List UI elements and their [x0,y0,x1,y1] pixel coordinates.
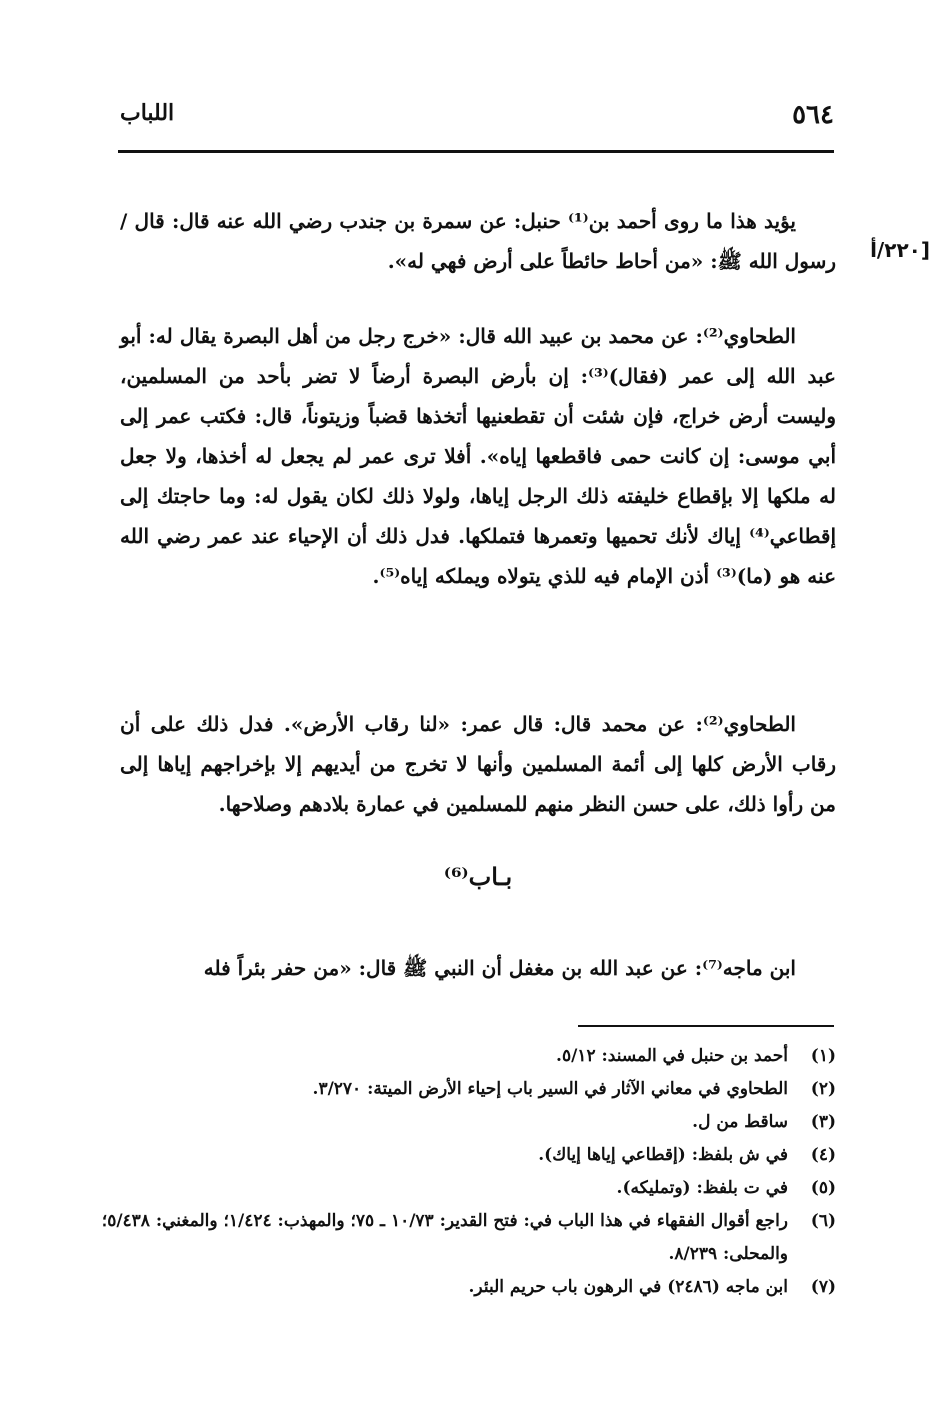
footnote-number: (٦) [810,1211,836,1231]
footnote-text: ابن ماجه (٢٤٨٦) في الرهون باب حريم البئر. [468,1277,788,1297]
footnote-text: في ت بلفظ: (وتمليكه). [616,1178,788,1198]
footnote-number: (١) [810,1046,836,1066]
footnote-item [40,1139,836,1172]
footnote-item [40,1172,836,1205]
footnote-item [40,1040,836,1073]
page-number: ٥٦٤ [792,100,834,130]
footnote-text: أحمد بن حنبل في المسند: ٥/١٢. [556,1046,788,1066]
footnote-number: (٢) [810,1079,836,1099]
paragraph-ibn-majah: ابن ماجه⁽⁷⁾: عن عبد الله بن مغفل أن النبي ﷺ قال: «من حفر بئراً فله [203,956,796,980]
paragraph-tahawi-riqab: الطحاوي⁽²⁾: عن محمد قال: قال عمر: «لنا رقاب الأرض». فدل ذلك على أن رقاب الأرض كلها إلى أئمة المسلمين وأنها لا تخرج من أيديهم إلا بإخراجهم إياها إلى من رأوا ذلك، على حسن النظر منهم للمسلمين في عمارة بلادهم وصلاحها. [120,712,836,816]
footnote-item [40,1205,836,1271]
footnote-number: (٤) [810,1145,836,1165]
footnote-text: في ش بلفظ: (إقطاعي إياها إياك). [538,1145,788,1165]
footnote-text: راجع أقوال الفقهاء في هذا الباب في: فتح القدير: ١٠/٧٣ ـ ٧٥؛ والمهذب: ١/٤٢٤؛ والمغني: ٥/٤٣٨؛ والمحلى: ٨/٢٣٩. [101,1211,788,1264]
footnote-text: ساقط من ل. [692,1112,788,1132]
running-head [120,96,834,130]
footnotes-list [40,1040,836,1304]
footnote-number: (٣) [810,1112,836,1132]
running-title: اللباب [120,100,175,126]
paragraph-tahawi-basra: الطحاوي⁽²⁾: عن محمد بن عبيد الله قال: «خرج رجل من أهل البصرة يقال له: أبو عبد الله إلى عمر (فقال)⁽³⁾: إن بأرض البصرة أرضاً لا تضر بأحد من المسلمين، وليست أرض خراج، فإن شئت أن تقطعنيها أتخذها قضباً وزيتوناً، قال: فكتب عمر إلى أبي موسى: إن كانت حمى فاقطعها إياه». أفلا ترى عمر لم يجعل له أخذها، ولا جعل له ملكها إلا بإقطاع خليفته ذلك الرجل إياها، ولولا ذلك لكان يقول له: وما حاجتك إلى إقطاعي⁽⁴⁾ إياك لأنك تحميها وتعمرها فتملكها. فدل ذلك أن الإحياء عند عمر رضي الله عنه هو (ما)⁽³⁾ أذن الإمام فيه للذي يتولاه ويملكه إياه⁽⁵⁾. [120,324,837,588]
footnote-item [40,1106,836,1139]
footnote-item [40,1073,836,1106]
header-rule [118,150,834,153]
footnote-rule [578,1025,834,1027]
footnote-text: الطحاوي في معاني الآثار في السير باب إحياء الأرض الميتة: ٣/٢٧٠. [312,1079,788,1099]
footnote-item [40,1271,836,1304]
chapter-title: بـاب⁽⁶⁾ [443,862,513,891]
footnote-number: (٧) [810,1277,836,1297]
footnote-number: (٥) [810,1178,836,1198]
paragraph-ahmad: يؤيد هذا ما روى أحمد بن⁽¹⁾ حنبل: عن سمرة بن جندب رضي الله عنه قال: قال / رسول الله ﷺ: «من أحاط حائطاً على أرض فهي له». [120,209,836,273]
folio-marker: ٢٢٠/أ] [870,238,930,262]
